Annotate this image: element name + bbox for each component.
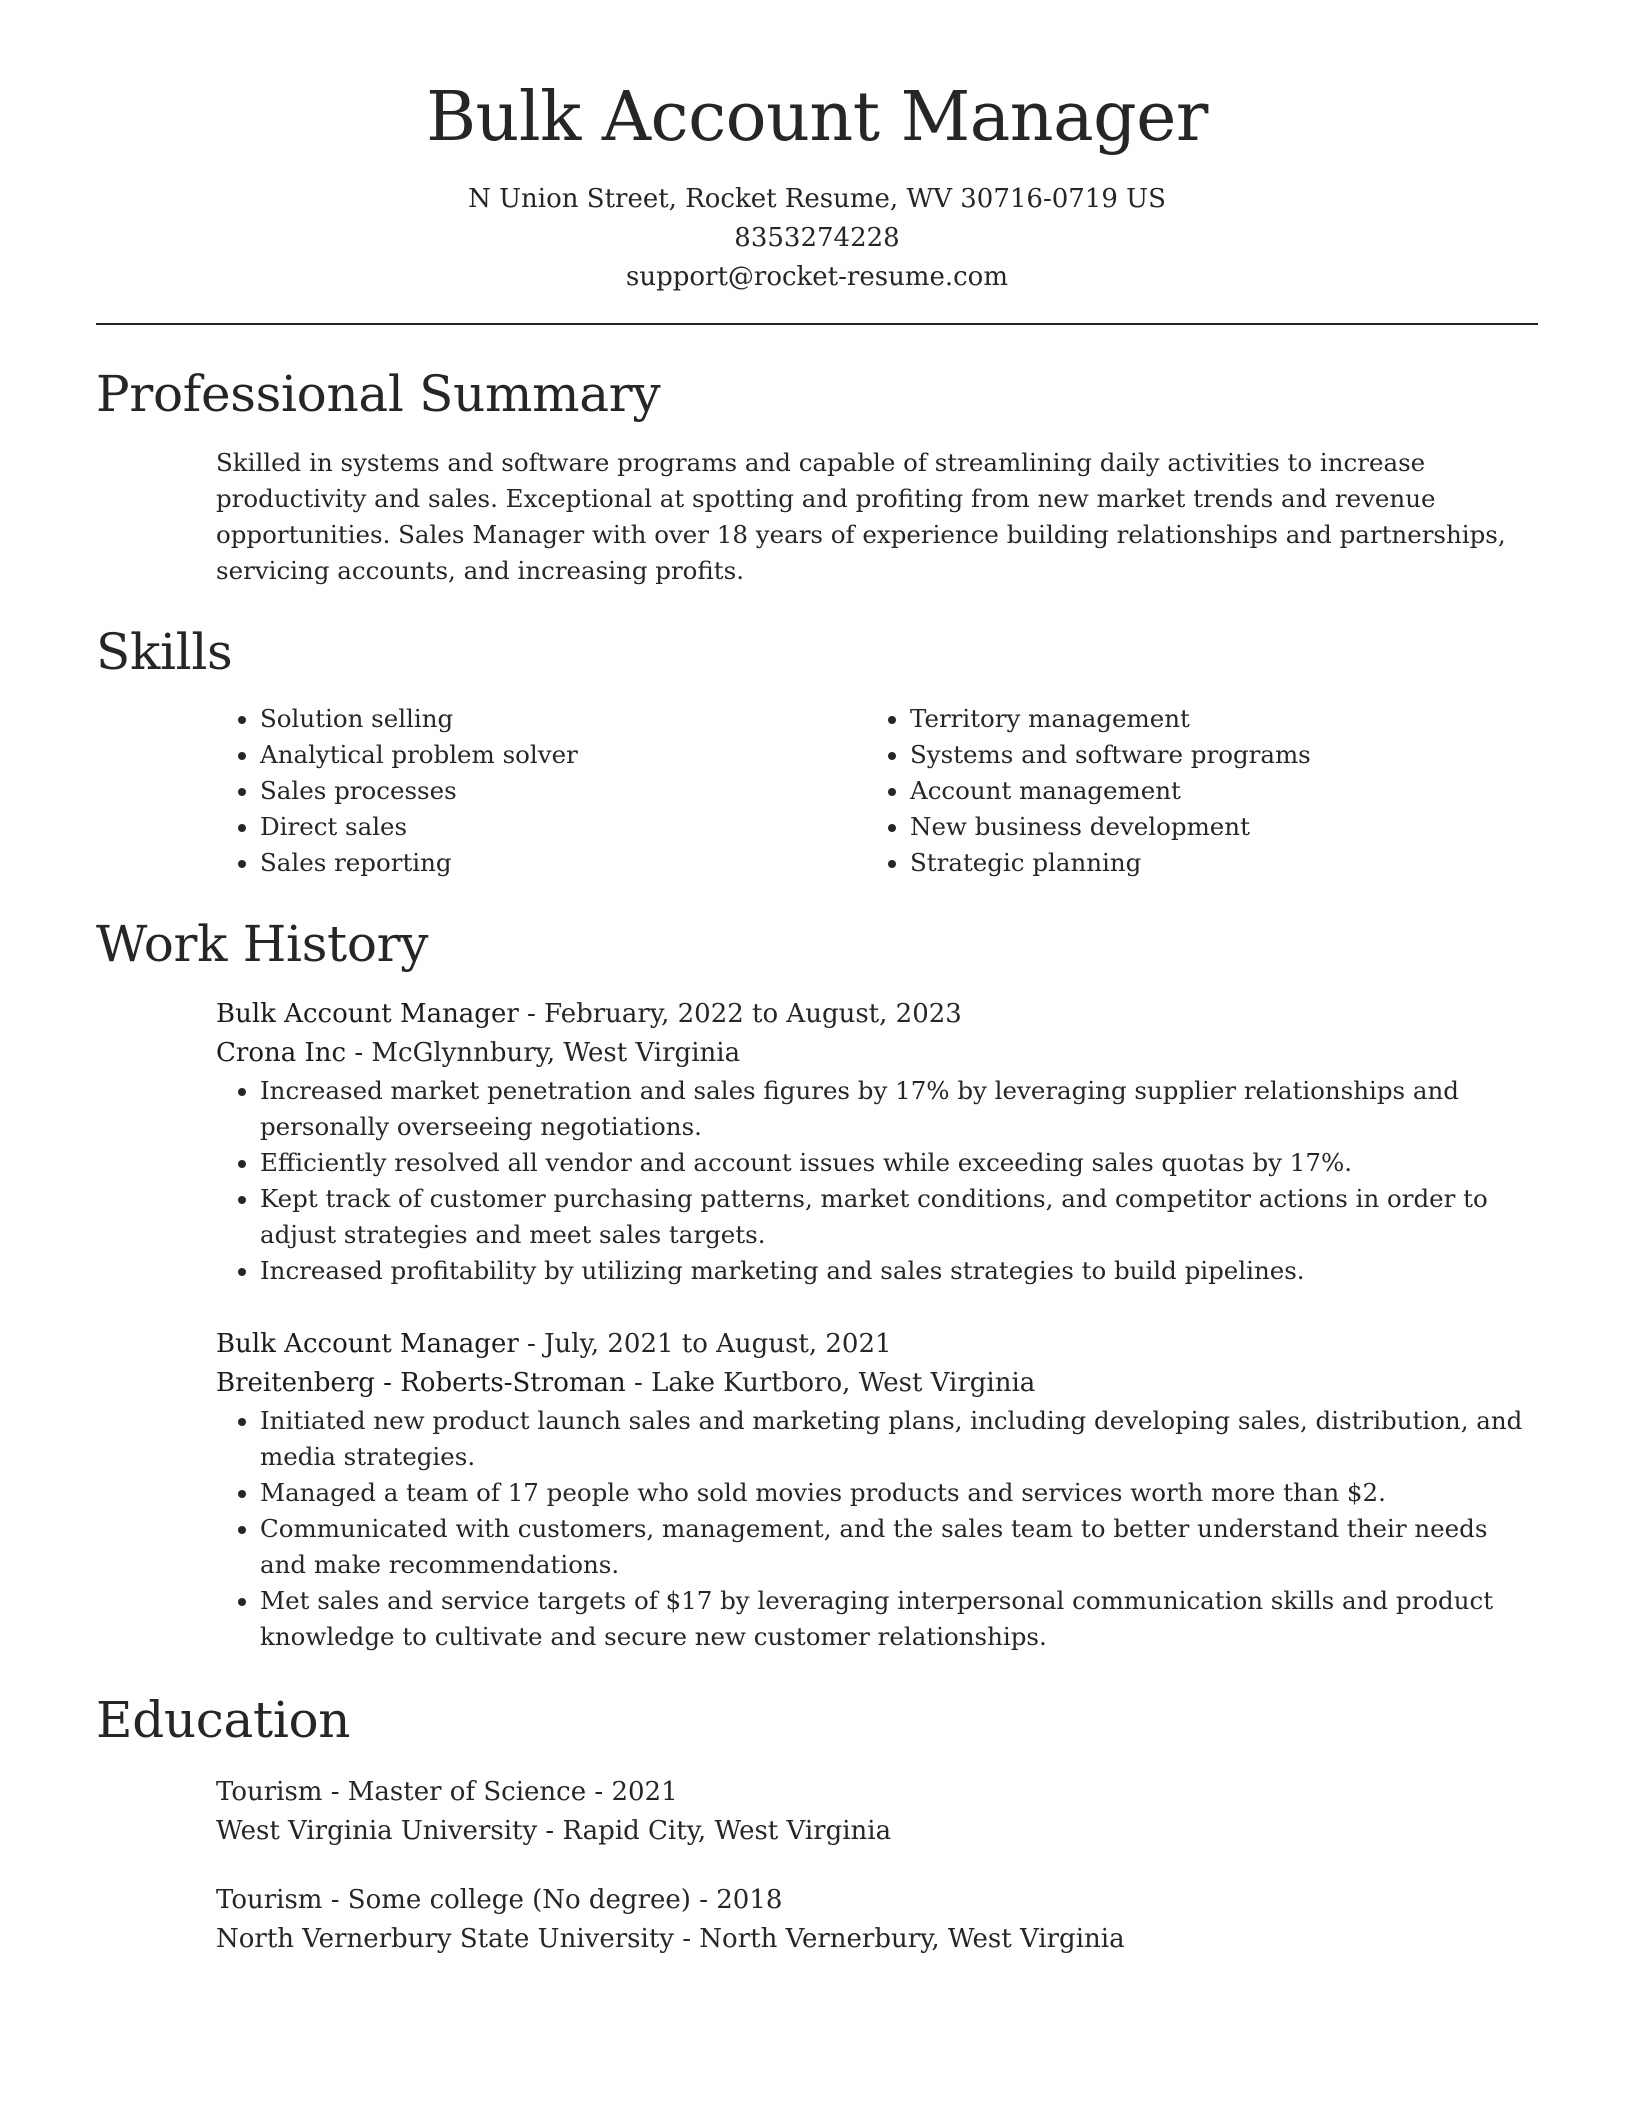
- job-dates: February, 2022 to August, 2023: [544, 999, 962, 1029]
- skill-item: • Direct sales: [260, 809, 866, 845]
- job-bullet: • Efficiently resolved all vendor and account issues while exceeding sales quotas by 17%.: [260, 1145, 1538, 1181]
- education-entry: [216, 1773, 1538, 1851]
- job-bullet: • Communicated with customers, management, and the sales team to better understand their needs and make recommendations.: [260, 1511, 1538, 1583]
- school-line: North Vernerbury State University - North Vernerbury, West Virginia: [216, 1924, 1125, 1954]
- job-entry: [216, 1325, 1538, 1655]
- contact-block: [96, 180, 1538, 297]
- work-history-heading: Work History: [96, 915, 429, 973]
- school-location: Rapid City, West Virginia: [562, 1816, 892, 1846]
- job-bullet: • Kept track of customer purchasing patterns, market conditions, and competitor actions in order to adjust strategies and meet sales targets.: [260, 1181, 1538, 1253]
- job-title-line: Bulk Account Manager - February, 2022 to August, 2023: [216, 999, 962, 1029]
- job-title: Bulk Account Manager: [216, 999, 519, 1029]
- skill-item: • Systems and software programs: [910, 737, 1538, 773]
- degree-field: Tourism: [216, 1777, 323, 1807]
- resume-header: [96, 0, 1538, 297]
- skills-heading: Skills: [96, 623, 233, 681]
- degree-name: Some college (No degree): [347, 1885, 691, 1915]
- job-title-line: Bulk Account Manager - July, 2021 to August, 2021: [216, 1329, 892, 1359]
- skill-item: • Solution selling: [260, 701, 866, 737]
- job-bullets: [216, 1073, 1538, 1289]
- skill-item: • Account management: [910, 773, 1538, 809]
- candidate-name: Bulk Account Manager: [426, 78, 1208, 157]
- skill-item: • Analytical problem solver: [260, 737, 866, 773]
- school-name: West Virginia University: [216, 1816, 538, 1846]
- education-heading: Education: [96, 1691, 351, 1749]
- job-bullet: • Managed a team of 17 people who sold movies products and services worth more than $2.: [260, 1475, 1538, 1511]
- job-bullet: • Met sales and service targets of $17 by leveraging interpersonal communication skills and product knowledge to cultivate and secure new customer relationships.: [260, 1583, 1538, 1655]
- summary-heading: Professional Summary: [96, 365, 661, 423]
- school-name: North Vernerbury State University: [216, 1924, 674, 1954]
- job-title: Bulk Account Manager: [216, 1329, 519, 1359]
- job-company-line: Breitenberg - Roberts-Stroman - Lake Kurtboro, West Virginia: [216, 1368, 1036, 1398]
- job-company-line: Crona Inc - McGlynnbury, West Virginia: [216, 1038, 741, 1068]
- degree-name: Master of Science: [347, 1777, 587, 1807]
- job-dates: July, 2021 to August, 2021: [544, 1329, 892, 1359]
- summary-text: Skilled in systems and software programs and capable of streamlining daily activities to increase productivity and sales. Exceptional at spotting and profiting from new market trends and revenue opportunities. Sales Manager with over 18 years of experience building relationships and partnerships, servicing accounts, and increasing profits.: [216, 448, 1506, 585]
- degree-line: Tourism - Some college (No degree) - 2018: [216, 1885, 783, 1915]
- phone-number: 8353274228: [734, 223, 900, 253]
- job-entry: [216, 995, 1538, 1289]
- skills-column-left: [216, 701, 866, 881]
- job-bullet: • Increased market penetration and sales figures by 17% by leveraging supplier relationships and personally overseeing negotiations.: [260, 1073, 1538, 1145]
- school-line: West Virginia University - Rapid City, West Virginia: [216, 1816, 892, 1846]
- job-bullets: [216, 1403, 1538, 1655]
- skills-list: [216, 701, 1538, 881]
- education-entry: [216, 1881, 1538, 1959]
- job-company: Breitenberg - Roberts-Stroman: [216, 1368, 626, 1398]
- email-address: support@rocket-resume.com: [625, 262, 1008, 292]
- skill-item: • Territory management: [910, 701, 1538, 737]
- skills-column-right: [866, 701, 1538, 881]
- job-bullet: • Initiated new product launch sales and marketing plans, including developing sales, distribution, and media strategies.: [260, 1403, 1538, 1475]
- skill-item: • Strategic planning: [910, 845, 1538, 881]
- skill-item: • Sales processes: [260, 773, 866, 809]
- degree-field: Tourism: [216, 1885, 323, 1915]
- job-bullet: • Increased profitability by utilizing marketing and sales strategies to build pipelines.: [260, 1253, 1538, 1289]
- degree-line: Tourism - Master of Science - 2021: [216, 1777, 678, 1807]
- skill-item: • Sales reporting: [260, 845, 866, 881]
- job-company: Crona Inc: [216, 1038, 347, 1068]
- resume-page: [96, 0, 1538, 1959]
- school-location: North Vernerbury, West Virginia: [699, 1924, 1125, 1954]
- address-line: N Union Street, Rocket Resume, WV 30716-0719 US: [468, 184, 1166, 214]
- header-divider: [96, 323, 1538, 325]
- job-location: McGlynnbury, West Virginia: [371, 1038, 741, 1068]
- degree-year: 2021: [611, 1777, 678, 1807]
- job-location: Lake Kurtboro, West Virginia: [651, 1368, 1036, 1398]
- degree-year: 2018: [716, 1885, 783, 1915]
- skill-item: • New business development: [910, 809, 1538, 845]
